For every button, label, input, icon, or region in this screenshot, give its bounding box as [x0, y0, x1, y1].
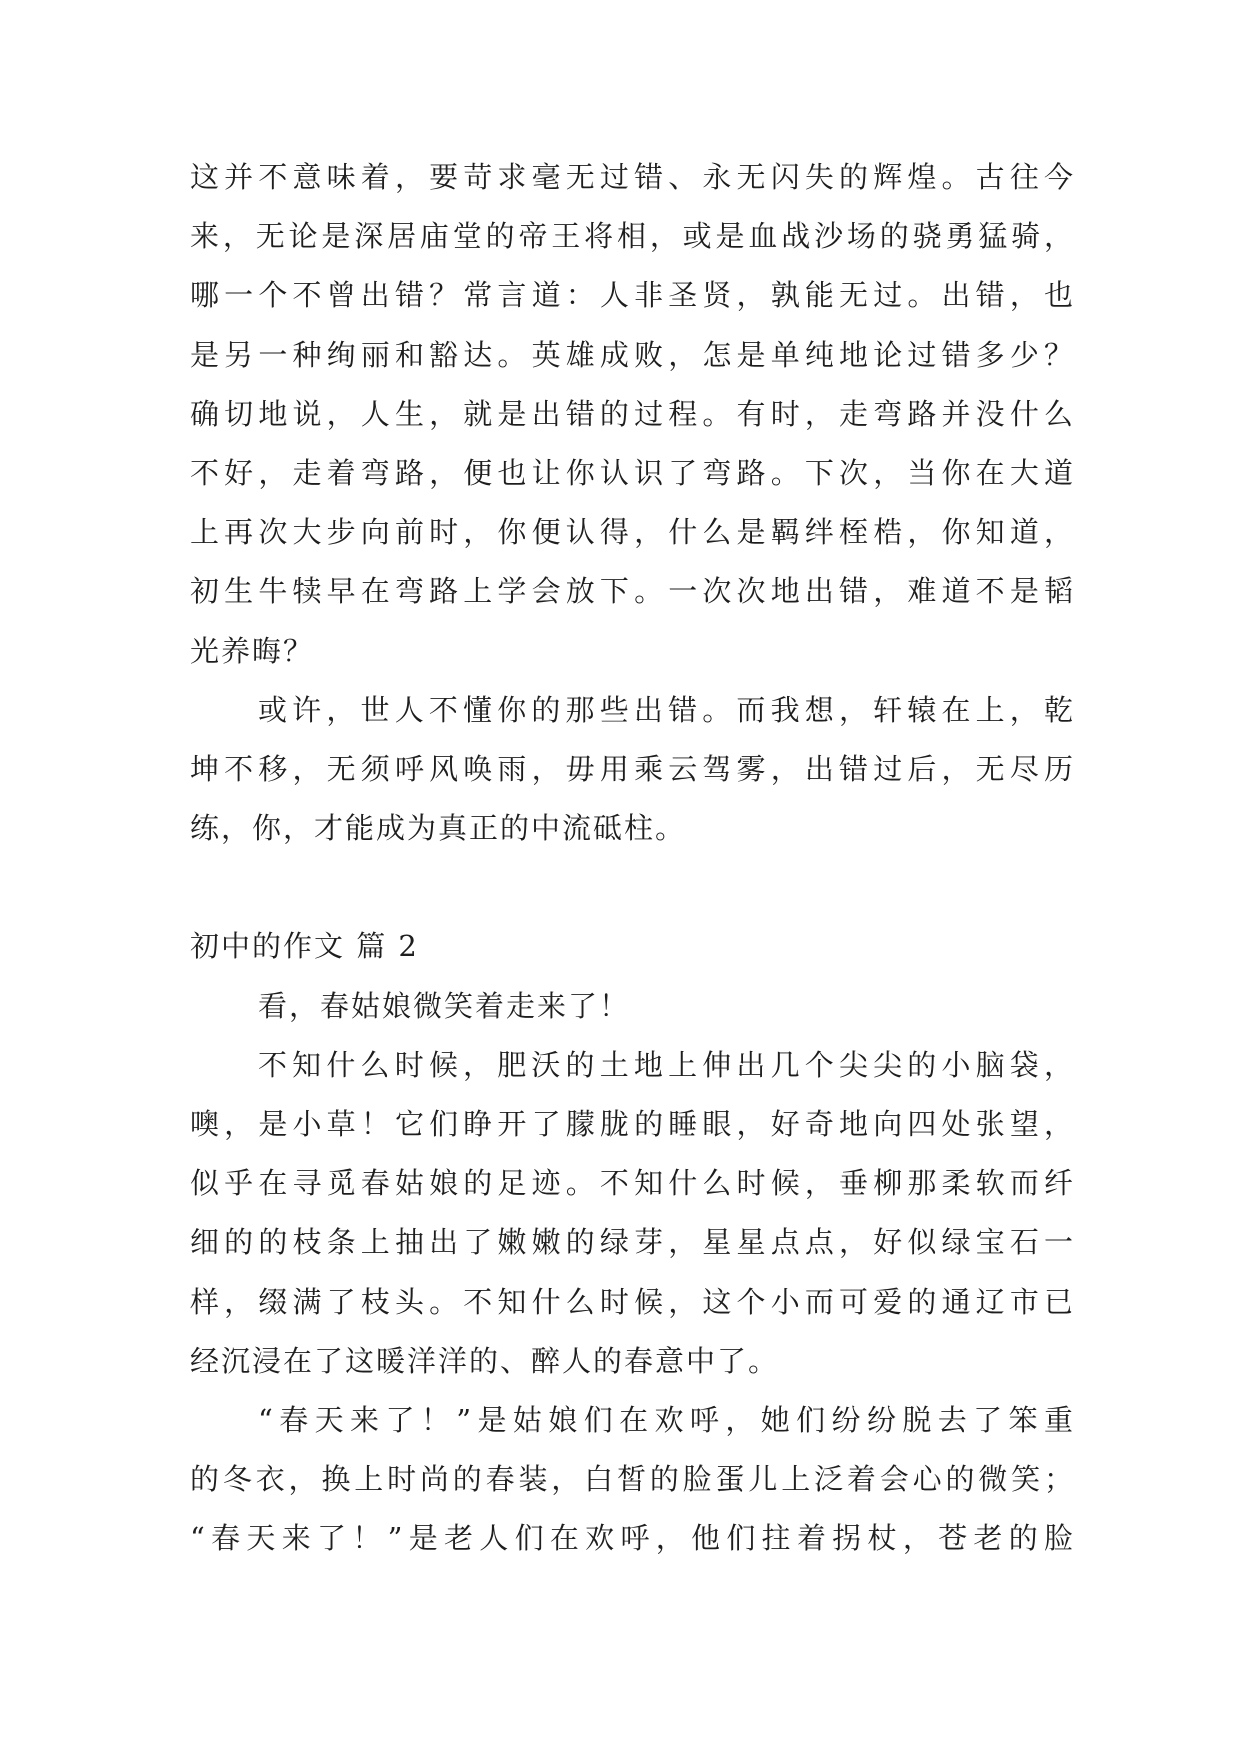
- section-heading: 初中的作文 篇 2: [190, 929, 419, 964]
- text-line: 不知什么时候，肥沃的土地上伸出几个尖尖的小脑袋，: [258, 1047, 1075, 1082]
- paragraph: [190, 681, 1075, 859]
- text-line: 不好，走着弯路，便也让你认识了弯路。下次，当你在大道: [190, 455, 1075, 490]
- paragraph: [190, 1391, 1075, 1569]
- text-line: 坤不移，无须呼风唤雨，毋用乘云驾雾，出错过后，无尽历: [190, 751, 1075, 786]
- text-line: 经沉浸在了这暖洋洋的、醉人的春意中了。: [190, 1343, 780, 1378]
- text-line: 练，你，才能成为真正的中流砥柱。: [190, 811, 687, 846]
- text-line: 似乎在寻觅春姑娘的足迹。不知什么时候，垂柳那柔软而纤: [190, 1166, 1075, 1201]
- paragraph: [190, 148, 1075, 681]
- paragraph: [190, 977, 1075, 1036]
- text-line: 的冬衣，换上时尚的春装，白皙的脸蛋儿上泛着会心的微笑；: [190, 1462, 1075, 1497]
- text-line: 或许，世人不懂你的那些出错。而我想，轩辕在上，乾: [258, 692, 1075, 727]
- text-line: “春天来了！”是老人们在欢呼，他们拄着拐杖，苍老的脸: [190, 1521, 1075, 1556]
- text-line: 确切地说，人生，就是出错的过程。有时，走弯路并没什么: [190, 396, 1075, 431]
- text-line: 是另一种绚丽和豁达。英雄成败，怎是单纯地论过错多少？: [190, 337, 1075, 372]
- text-line: 细的的枝条上抽出了嫩嫩的绿芽，星星点点，好似绿宝石一: [190, 1225, 1075, 1260]
- document-body: [190, 148, 1075, 1569]
- text-line: 这并不意味着，要苛求毫无过错、永无闪失的辉煌。古往今: [190, 160, 1075, 194]
- text-line: “春天来了！”是姑娘们在欢呼，她们纷纷脱去了笨重: [258, 1402, 1075, 1437]
- text-line: 样，缀满了枝头。不知什么时候，这个小而可爱的通辽市已: [190, 1284, 1075, 1319]
- text-line: 初生牛犊早在弯路上学会放下。一次次地出错，难道不是韬: [190, 574, 1075, 609]
- paragraph: [190, 1036, 1075, 1391]
- text-line: 噢，是小草！它们睁开了朦胧的睡眼，好奇地向四处张望，: [190, 1107, 1075, 1141]
- text-line: 上再次大步向前时，你便认得，什么是羁绊桎梏，你知道，: [190, 515, 1075, 550]
- text-line: 看，春姑娘微笑着走来了！: [258, 988, 631, 1023]
- text-line: 来，无论是深居庙堂的帝王将相，或是血战沙场的骁勇猛骑，: [190, 219, 1075, 254]
- text-line: 哪一个不曾出错？常言道：人非圣贤，孰能无过。出错，也: [190, 278, 1075, 313]
- text-line: 光养晦？: [190, 633, 315, 668]
